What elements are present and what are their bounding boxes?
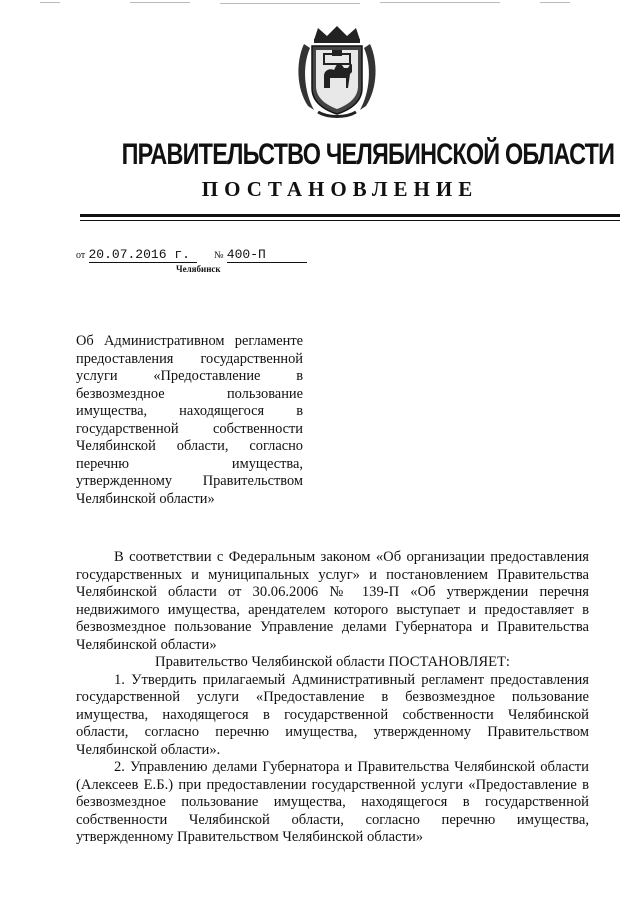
organization-title: ПРАВИТЕЛЬСТВО ЧЕЛЯБИНСКОЙ ОБЛАСТИ [121,138,615,171]
decree-line: Правительство Челябинской области ПОСТАНОВЛЯЕТ: [155,654,510,670]
chelyabinsk-coat-of-arms-icon [294,26,380,118]
header-rule-thick [80,214,620,217]
document-date: 20.07.2016 г. [88,247,190,262]
document-subject: Об Административном регламенте предоставления государственной услуги «Предоставление в безвозмездное пользование имущества, находящегося в государственной собственности Челябинской области, согласно перечню имущества, утвержденному Правительством Челябинской области» [76,333,303,507]
date-underline [89,262,197,263]
document-body [76,549,589,847]
number-prefix: № [214,250,224,261]
preamble-paragraph: В соответствии с Федеральным законом «Об организации предоставления государственных и муниципальных услуг» и постановлением Правительства Челябинской области от 30.06.2006 № 139-П «Об утверждении перечня недвижимого имущества, арендателем которого выступает и предоставляет в безвозмездное пользование Управление делами Губернатора и Правительства Челябинской области» [76,549,589,653]
document-number: 400-П [226,247,266,262]
date-prefix: от [76,250,86,261]
header-rule-thin [80,220,620,221]
document-type: ПОСТАНОВЛЕНИЕ [201,177,479,201]
item-1-paragraph: 1. Утвердить прилагаемый Административный регламент предоставления государственной услуги «Предоставление в безвозмездное пользование имущества, находящегося в государственной собственности Челябинской области, согласно перечню имущества, утвержденному Правительством Челябинской области». [76,671,589,758]
scan-noise [0,0,640,8]
city-label: Челябинск [176,264,221,274]
item-2-paragraph: 2. Управлению делами Губернатора и Правительства Челябинской области (Алексеев Е.Б.) при предоставлении государственной услуги «Предоставление в безвозмездное пользование имущества, находящегося в государственной собственности Челябинской области, согласно перечню имущества, утвержденному Правительством Челябинской области» [76,759,589,845]
number-underline [227,262,307,263]
date-field [76,246,190,262]
number-field [214,246,266,262]
